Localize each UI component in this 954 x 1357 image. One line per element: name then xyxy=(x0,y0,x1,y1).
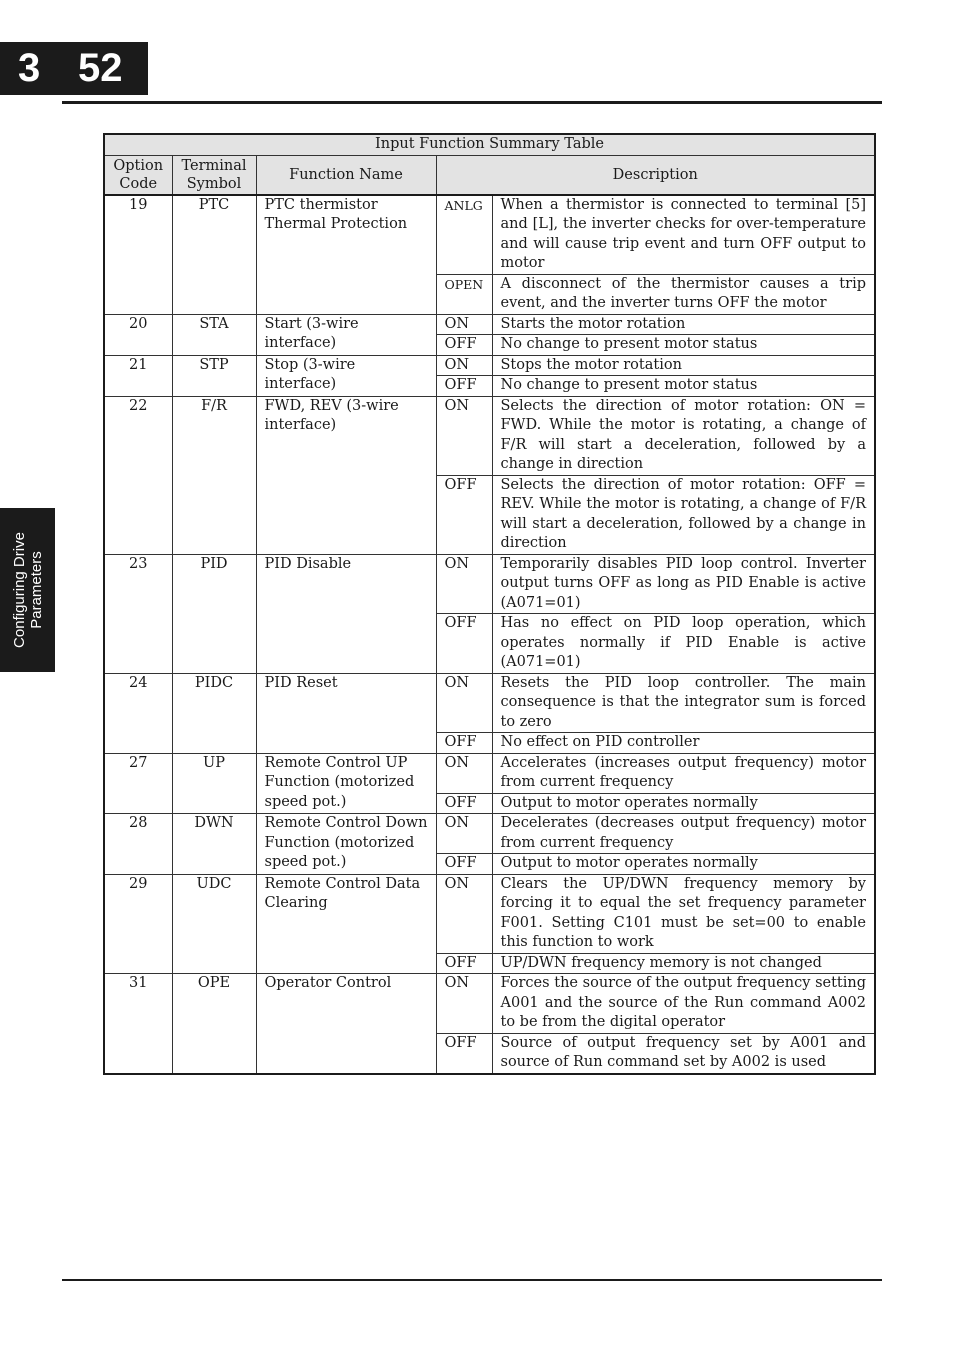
state-cell: ON xyxy=(436,753,492,793)
description-cell: Output to motor operates normally xyxy=(492,854,875,875)
description-cell: Temporarily disables PID loop control. Inverter output turns OFF as long as PID Enable is active (A071=01) xyxy=(492,554,875,614)
state-cell: OFF xyxy=(436,1033,492,1074)
state-cell: OPEN xyxy=(436,274,492,314)
state-cell: OFF xyxy=(436,475,492,554)
description-cell: Selects the direction of motor rotation: OFF = REV. While the motor is rotating, a change of F/R will start a deceleration, followed by a change in direction xyxy=(492,475,875,554)
option-code-cell: 28 xyxy=(104,814,172,875)
side-tab-line-1: Configuring Drive xyxy=(10,532,28,648)
side-tab-line-2: Parameters xyxy=(27,551,45,629)
footer-rule xyxy=(62,1279,882,1281)
terminal-symbol-cell: F/R xyxy=(172,396,256,554)
description-cell: Source of output frequency set by A001 and source of Run command set by A002 is used xyxy=(492,1033,875,1074)
function-name-cell: Stop (3-wire interface) xyxy=(256,355,436,396)
description-cell: Has no effect on PID loop operation, which operates normally if PID Enable is active (A071=01) xyxy=(492,614,875,674)
terminal-symbol-cell: UP xyxy=(172,753,256,814)
description-cell: Stops the motor rotation xyxy=(492,355,875,376)
state-cell: ON xyxy=(436,554,492,614)
description-cell: UP/DWN frequency memory is not changed xyxy=(492,953,875,974)
state-cell: OFF xyxy=(436,854,492,875)
function-name-cell: PID Disable xyxy=(256,554,436,673)
table-row xyxy=(104,874,875,953)
terminal-symbol-cell: STP xyxy=(172,355,256,396)
option-code-cell: 20 xyxy=(104,314,172,355)
state-cell: ON xyxy=(436,396,492,475)
header-option-code-line-2: Code xyxy=(119,175,158,192)
header-option-code-line-1: Option xyxy=(113,157,164,174)
function-name-cell: PTC thermistor Thermal Protection xyxy=(256,195,436,315)
state-cell: ANLG xyxy=(436,195,492,275)
state-cell: OFF xyxy=(436,733,492,754)
state-cell: ON xyxy=(436,974,492,1034)
table-row xyxy=(104,753,875,793)
state-cell: OFF xyxy=(436,793,492,814)
page-badge xyxy=(0,42,148,95)
table-row xyxy=(104,396,875,475)
header-function-name: Function Name xyxy=(256,155,436,195)
table-body xyxy=(104,195,875,1074)
option-code-cell: 31 xyxy=(104,974,172,1074)
terminal-symbol-cell: DWN xyxy=(172,814,256,875)
description-cell: Starts the motor rotation xyxy=(492,314,875,335)
terminal-symbol-cell: PTC xyxy=(172,195,256,315)
side-tab-text xyxy=(11,532,45,648)
description-cell: No change to present motor status xyxy=(492,335,875,356)
description-cell: No change to present motor status xyxy=(492,376,875,397)
table-row xyxy=(104,974,875,1034)
function-name-cell: Remote Control UP Function (motorized speed pot.) xyxy=(256,753,436,814)
table-row xyxy=(104,314,875,335)
header-description: Description xyxy=(436,155,875,195)
state-cell: ON xyxy=(436,673,492,733)
description-cell: A disconnect of the thermistor causes a trip event, and the inverter turns OFF the motor xyxy=(492,274,875,314)
table-row xyxy=(104,554,875,614)
header-rule xyxy=(62,101,882,104)
option-code-cell: 22 xyxy=(104,396,172,554)
function-name-cell: Operator Control xyxy=(256,974,436,1074)
state-cell: OFF xyxy=(436,953,492,974)
option-code-cell: 24 xyxy=(104,673,172,753)
description-cell: Clears the UP/DWN frequency memory by forcing it to equal the set frequency parameter F001. Setting C101 must be set=00 to enable this function to work xyxy=(492,874,875,953)
function-name-cell: Start (3-wire interface) xyxy=(256,314,436,355)
terminal-symbol-cell: PIDC xyxy=(172,673,256,753)
option-code-cell: 21 xyxy=(104,355,172,396)
header-option-code xyxy=(104,155,172,195)
state-cell: OFF xyxy=(436,614,492,674)
terminal-symbol-cell: OPE xyxy=(172,974,256,1074)
description-cell: When a thermistor is connected to terminal [5] and [L], the inverter checks for over-temperature and will cause trip event and turn OFF output to motor xyxy=(492,195,875,275)
terminal-symbol-cell: STA xyxy=(172,314,256,355)
function-name-cell: Remote Control Data Clearing xyxy=(256,874,436,974)
function-name-cell: Remote Control Down Function (motorized speed pot.) xyxy=(256,814,436,875)
side-tab xyxy=(0,508,55,672)
option-code-cell: 19 xyxy=(104,195,172,315)
header-terminal-symbol xyxy=(172,155,256,195)
description-cell: Decelerates (decreases output frequency) motor from current frequency xyxy=(492,814,875,854)
description-cell: Accelerates (increases output frequency) motor from current frequency xyxy=(492,753,875,793)
state-cell: ON xyxy=(436,814,492,854)
function-name-cell: PID Reset xyxy=(256,673,436,753)
description-cell: Forces the source of the output frequency setting A001 and the source of the Run command A002 to be from the digital operator xyxy=(492,974,875,1034)
option-code-cell: 27 xyxy=(104,753,172,814)
state-cell: ON xyxy=(436,314,492,335)
terminal-symbol-cell: UDC xyxy=(172,874,256,974)
function-name-cell: FWD, REV (3-wire interface) xyxy=(256,396,436,554)
table-row xyxy=(104,195,875,275)
chapter-number: 3 xyxy=(18,46,41,90)
header-terminal-symbol-line-1: Terminal xyxy=(181,157,247,174)
table-row xyxy=(104,355,875,376)
description-cell: Output to motor operates normally xyxy=(492,793,875,814)
table-caption: Input Function Summary Table xyxy=(104,134,875,155)
description-cell: Resets the PID loop controller. The main consequence is that the integrator sum is forced to zero xyxy=(492,673,875,733)
description-cell: Selects the direction of motor rotation: ON = FWD. While the motor is rotating, a change of F/R will start a deceleration, followed by a change in direction xyxy=(492,396,875,475)
table-row xyxy=(104,814,875,854)
option-code-cell: 23 xyxy=(104,554,172,673)
terminal-symbol-cell: PID xyxy=(172,554,256,673)
state-cell: ON xyxy=(436,355,492,376)
header-terminal-symbol-line-2: Symbol xyxy=(186,175,242,192)
table-row xyxy=(104,673,875,733)
page-number: 52 xyxy=(78,46,123,90)
input-function-summary-table xyxy=(103,133,876,1075)
state-cell: ON xyxy=(436,874,492,953)
state-cell: OFF xyxy=(436,376,492,397)
description-cell: No effect on PID controller xyxy=(492,733,875,754)
option-code-cell: 29 xyxy=(104,874,172,974)
state-cell: OFF xyxy=(436,335,492,356)
